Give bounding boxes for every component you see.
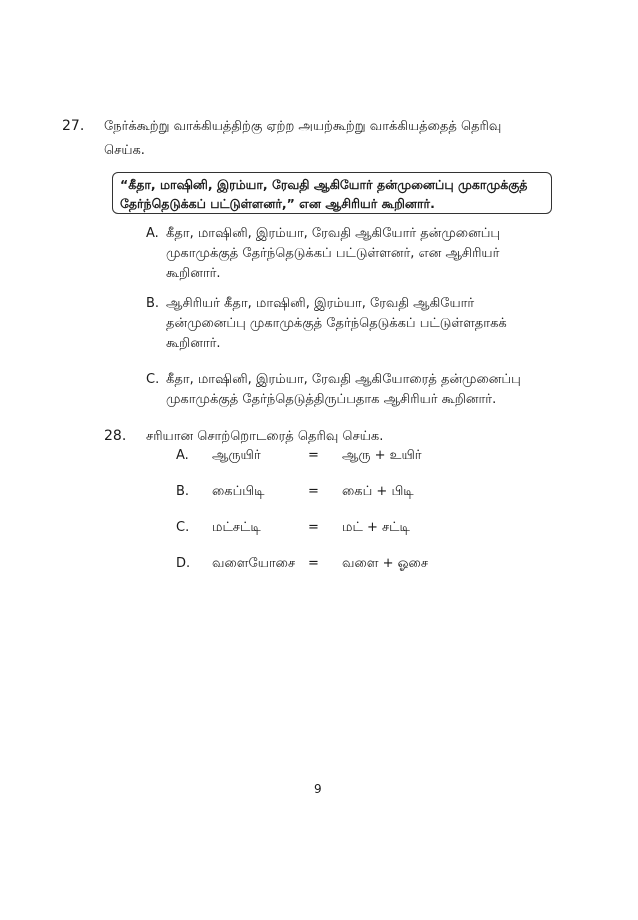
q28-option-a-label: A. [176, 448, 189, 463]
direct-speech-line2: தேர்ந்தெடுக்கப் பட்டுள்ளனர்,” என ஆசிரியர் கூறினார். [120, 196, 435, 211]
q28-option-d-label: D. [176, 556, 191, 571]
q27-option-c-line1: கீதா, மாஷினி, இரம்யா, ரேவதி ஆகியோரைத் தன்முனைப்பு [166, 372, 521, 387]
q27-option-a-label: A. [146, 226, 159, 241]
q28-option-c-label: C. [176, 520, 190, 535]
q28-option-a-split: ஆரு + உயிர் [342, 448, 422, 463]
question-27-number: 27. [62, 118, 85, 134]
q28-option-c-split: மட் + சட்டி [342, 520, 410, 535]
q27-option-b-line1: ஆசிரியர் கீதா, மாஷினி, இரம்யா, ரேவதி ஆகியோர் [166, 296, 475, 311]
q28-option-a-equals: = [308, 448, 319, 463]
q27-option-a-line3: கூறினார். [166, 266, 221, 281]
q28-option-b-equals: = [308, 484, 319, 499]
q28-option-b-word: கைப்பிடி [212, 484, 265, 499]
q28-option-b-split: கைப் + பிடி [342, 484, 414, 499]
q27-option-b-line2: தன்முனைப்பு முகாமுக்குத் தேர்ந்தெடுக்கப் பட்டுள்ளதாகக் [166, 316, 507, 331]
direct-speech-line1: “கீதா, மாஷினி, இரம்யா, ரேவதி ஆகியோர் தன்முனைப்பு முகாமுக்குத் [120, 177, 528, 192]
question-27-instruction-line2: செய்க. [104, 143, 145, 158]
q28-option-d-split: வளை + ஓசை [342, 556, 429, 571]
q28-option-d-word: வளையோசை [212, 556, 296, 571]
q28-option-b-label: B. [176, 484, 190, 499]
question-27-instruction-line1: நேர்க்கூற்று வாக்கியத்திற்கு ஏற்ற அயற்கூற்று வாக்கியத்தைத் தெரிவு [104, 119, 502, 134]
q27-option-c-label: C. [146, 372, 160, 387]
question-28-number: 28. [104, 428, 127, 444]
page-number: 9 [314, 782, 322, 796]
question-28-instruction: சரியான சொற்றொடரைத் தெரிவு செய்க. [146, 429, 384, 444]
q28-option-d-equals: = [308, 556, 319, 571]
q27-option-a-line2: முகாமுக்குத் தேர்ந்தெடுக்கப் பட்டுள்ளனர், என ஆசிரியர் [166, 246, 500, 261]
q28-option-c-word: மட்சட்டி [212, 520, 261, 535]
q27-option-b-line3: கூறினார். [166, 336, 221, 351]
q28-option-a-word: ஆருயிர் [212, 448, 261, 463]
q27-option-a-line1: கீதா, மாஷினி, இரம்யா, ரேவதி ஆகியோர் தன்முனைப்பு [166, 226, 501, 241]
q27-option-b-label: B. [146, 296, 160, 311]
q27-option-c-line2: முகாமுக்குத் தேர்ந்தெடுத்திருப்பதாக ஆசிரியர் கூறினார். [166, 392, 497, 407]
q28-option-c-equals: = [308, 520, 319, 535]
